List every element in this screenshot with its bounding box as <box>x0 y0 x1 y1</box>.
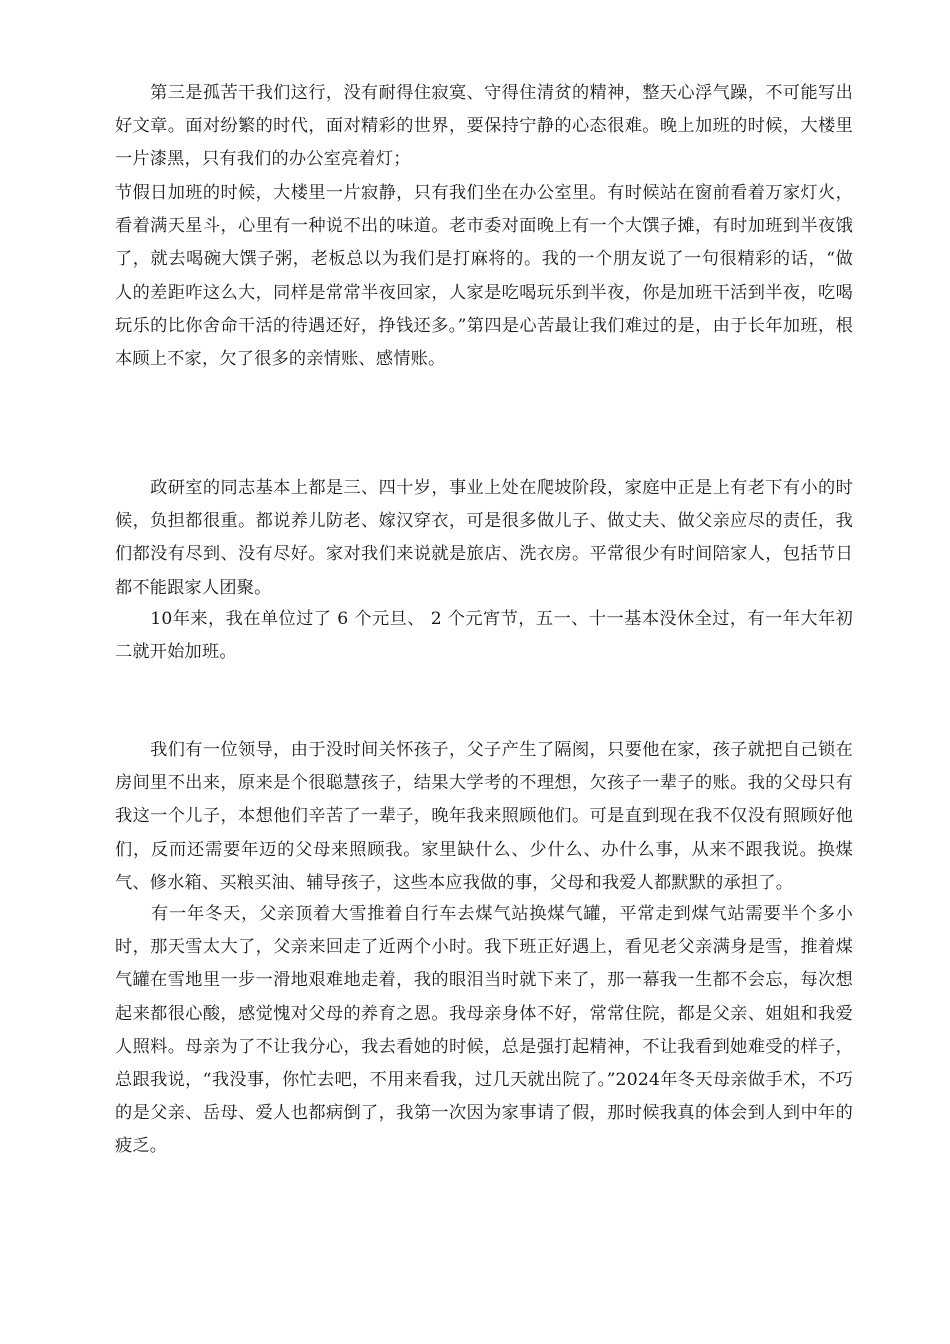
paragraph-holiday-overtime: 节假日加班的时候，大楼里一片寂静，只有我们坐在办公室里。有时候站在窗前看着万家灯火，看着满天星斗，心里有一种说不出的味道。老市委对面晚上有一个大馔子摊，有时加班到半夜饿了，就去喝碗大馔子粥，老板总以为我们是打麻将的。我的一个朋友说了一句很精彩的话，“做人的差距咋这么大，同样是常常半夜回家，人家是吃喝玩乐到半夜，你是加班干活到半夜，吃喝玩乐的比你舍命干活的待遇还好，挣钱还多。”第四是心苦最让我们难过的是，由于长年加班，根本顾上不家，欠了很多的亲情账、感情账。 <box>115 183 853 370</box>
paragraph-ten-years: 10年来，我在单位过了 6 个元旦、 2 个元宵节，五一、十一基本没休全过，有一年大年初二就开始加班。 <box>115 609 853 663</box>
paragraph-loneliness: 第三是孤苦干我们这行，没有耐得住寂寞、守得住清贫的精神，整天心浮气躁，不可能写出好文章。面对纷繁的时代，面对精彩的世界，要保持宁静的心态很难。晚上加班的时候，大楼里一片漆黑，只有我们的办公室亮着灯； <box>115 83 853 170</box>
paragraph-leader-and-parents: 我们有一位领导，由于没时间关怀孩子，父子产生了隔阂，只要他在家，孩子就把自己锁在房间里不出来，原来是个很聪慧孩子，结果大学考的不理想，欠孩子一辈子的账。我的父母只有我这一个儿子，本想他们辛苦了一辈子，晚年我来照顾他们。可是直到现在我不仅没有照顾好他们，反而还需要年迈的父母来照顾我。家里缺什么、少什么、办什么事，从来不跟我说。换煤气、修水箱、买粮买油、辅导孩子，这些本应我做的事，父母和我爱人都默默的承担了。 <box>115 740 853 893</box>
paragraph-winter-father: 有一年冬天，父亲顶着大雪推着自行车去煤气站换煤气罐，平常走到煤气站需要半个多小时，那天雪太大了，父亲来回走了近两个小时。我下班正好遇上，看见老父亲满身是雪，推着煤气罐在雪地里一步一滑地艰难地走着，我的眼泪当时就下来了，那一幕我一生都不会忘，每次想起来都很心酸，感觉愧对父母的养育之恩。我母亲身体不好，常常住院，都是父亲、姐姐和我爱人照料。母亲为了不让我分心，我去看她的时候，总是强打起精神，不让我看到她难受的样子，总跟我说，“我没事，你忙去吧，不用来看我，过几天就出院了。”2024年冬天母亲做手术，不巧的是父亲、岳母、爱人也都病倒了，我第一次因为家事请了假，那时候我真的体会到人到中年的疲乏。 <box>115 904 853 1157</box>
paragraph-family-burden: 政研室的同志基本上都是三、四十岁，事业上处在爬坡阶段，家庭中正是上有老下有小的时候，负担都很重。都说养儿防老、嫁汉穿衣，可是很多做儿子、做丈夫、做父亲应尽的责任，我们都没有尽到、没有尽好。家对我们来说就是旅店、洗衣房。平常很少有时间陪家人，包括节日都不能跟家人团聚。 <box>115 478 853 598</box>
